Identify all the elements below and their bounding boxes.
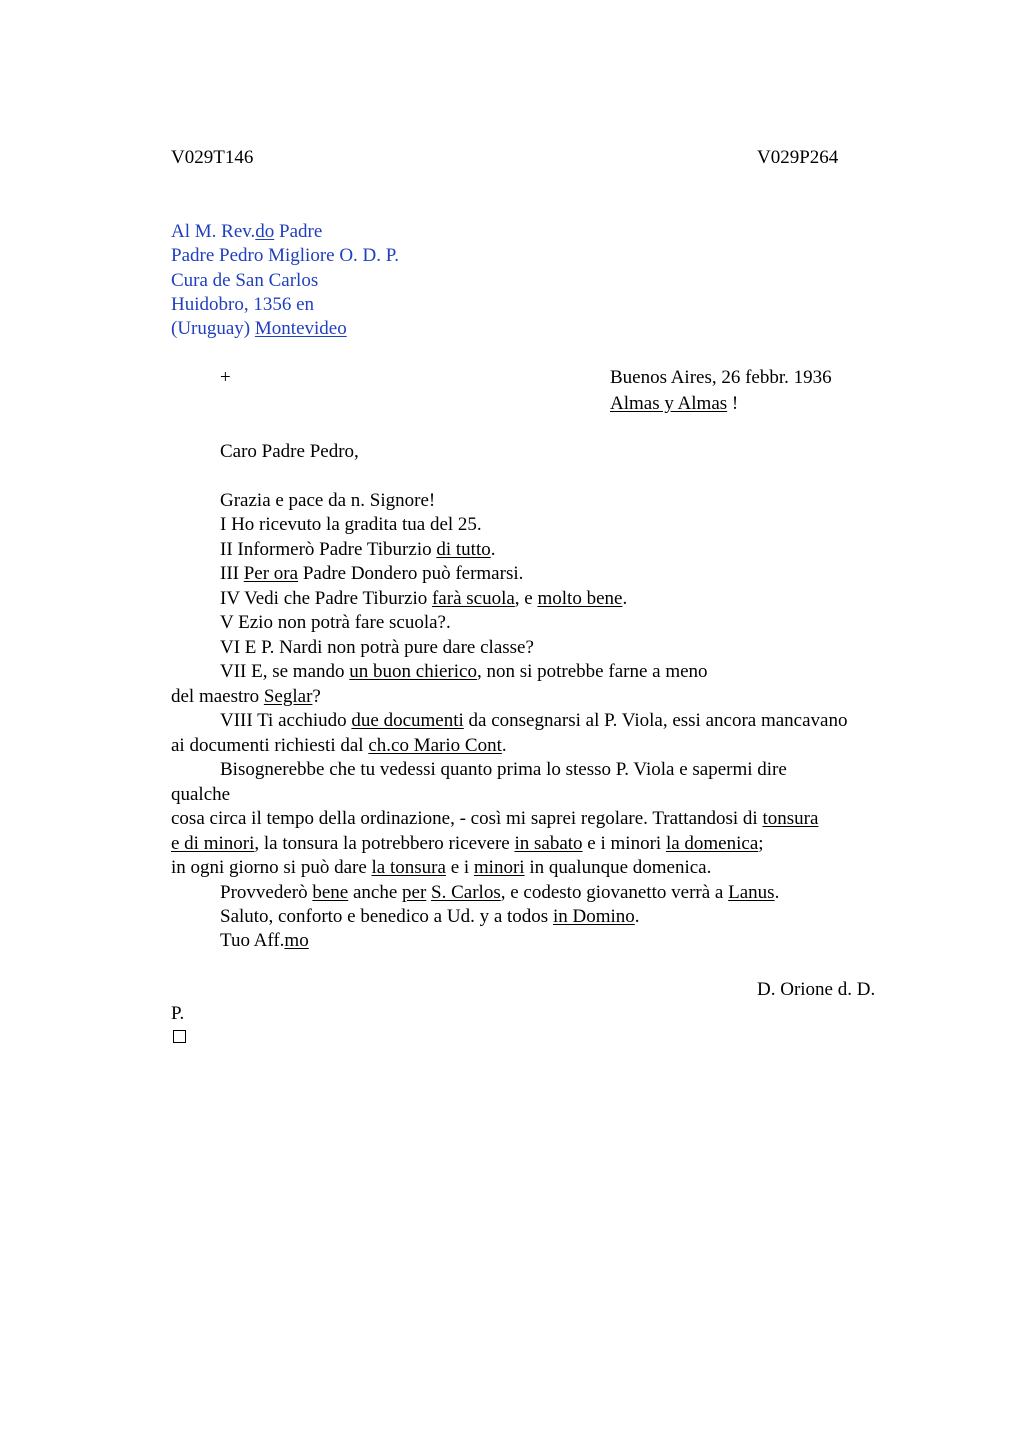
body-paragraph-10: cosa circa il tempo della ordinazione, - così mi saprei regolare. Trattandosi di tonsura (171, 808, 819, 829)
body-point-3: III Per ora Padre Dondero può fermarsi. (220, 563, 524, 584)
place-date: Buenos Aires, 26 febbr. 1936 (610, 367, 832, 388)
motto: Almas y Almas ! (610, 393, 739, 414)
salutation: Caro Padre Pedro, (220, 441, 359, 462)
body-point-5: V Ezio non potrà fare scuola?. (220, 612, 451, 633)
body-paragraph-12: in ogni giorno si può dare la tonsura e i minori in qualunque domenica. (171, 857, 712, 878)
body-point-7: VII E, se mando un buon chierico, non si potrebbe farne a meno (220, 661, 708, 682)
body-paragraph-14: Saluto, conforto e benedico a Ud. y a todos in Domino. (220, 906, 640, 927)
body-paragraph-13: Provvederò bene anche per S. Carlos, e codesto giovanetto verrà a Lanus. (220, 882, 780, 903)
address-line-5: (Uruguay) Montevideo (171, 318, 347, 339)
address-line-3: Cura de San Carlos (171, 270, 319, 291)
address-line-1: Al M. Rev.do Padre (171, 221, 323, 242)
body-paragraph-9-cont: qualche (171, 784, 231, 805)
body-point-2: II Informerò Padre Tiburzio di tutto. (220, 539, 496, 560)
signature-name: D. Orione d. D. (757, 979, 876, 1000)
closing: Tuo Aff.mo (220, 930, 309, 951)
body-point-1: I Ho ricevuto la gradita tua del 25. (220, 514, 482, 535)
body-paragraph-11: e di minori, la tonsura la potrebbero ricevere in sabato e i minori la domenica; (171, 833, 764, 854)
document-code-left: V029T146 (171, 147, 254, 168)
checkbox-square-icon (173, 1025, 186, 1050)
address-line-4: Huidobro, 1356 en (171, 294, 315, 315)
body-point-6: VI E P. Nardi non potrà pure dare classe? (220, 637, 534, 658)
body-point-7-cont: del maestro Seglar? (171, 686, 321, 707)
document-code-right: V029P264 (757, 147, 839, 168)
cross-mark: + (220, 367, 231, 388)
body-point-4: IV Vedi che Padre Tiburzio farà scuola, e molto bene. (220, 588, 628, 609)
signature-tail: P. (171, 1003, 185, 1024)
body-point-8-cont: ai documenti richiesti dal ch.co Mario Cont. (171, 735, 507, 756)
body-paragraph-9: Bisognerebbe che tu vedessi quanto prima lo stesso P. Viola e sapermi dire (220, 759, 787, 780)
body-greeting: Grazia e pace da n. Signore! (220, 490, 436, 511)
body-point-8: VIII Ti acchiudo due documenti da consegnarsi al P. Viola, essi ancora mancavano (220, 710, 848, 731)
address-line-2: Padre Pedro Migliore O. D. P. (171, 245, 399, 266)
